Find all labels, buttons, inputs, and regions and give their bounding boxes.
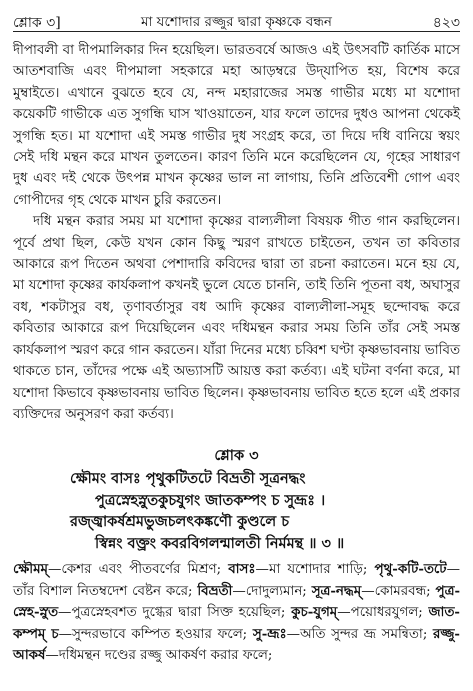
synonym-term: পুত্র-স্নেহ-স্নুত (13, 582, 461, 621)
synonym-term: সু-ভ্রূঃ (252, 625, 287, 642)
synonym-term: ক্ষৌমম্ (13, 561, 48, 577)
synonym-entry (291, 605, 428, 620)
synonym-meaning: —অতি সুন্দর ভ্রূ সমন্বিতা; (286, 626, 434, 642)
synonym-entry (197, 584, 311, 599)
word-for-word-synonyms (13, 559, 460, 667)
synonym-meaning: —দধিমন্থন দণ্ডের রজ্জু আকর্ষণ করার ফলে; (45, 648, 273, 664)
verse-text (70, 468, 445, 554)
synonym-term: পৃথু-কটি-তটে (374, 561, 447, 577)
verse-line-1: ক্ষৌমং বাসঃ পৃথুকটিতটে বিভ্রতী সূত্রনদ্ধং (70, 470, 306, 487)
verse-line-2: পুত্রস্নেহস্নুতকুচযুগং জাতকম্পং চ সুভ্রূঃ । (95, 491, 326, 509)
header-chapter-title: মা যশোদার রজ্জুর দ্বারা কৃষ্ণকে বন্ধন (140, 14, 332, 30)
synonym-entry (13, 562, 228, 577)
synonym-term: কুচ-যুগম্ (291, 604, 338, 621)
synonym-meaning: —পুত্রস্নেহবশত দুগ্ধের দ্বারা সিক্ত হয়েছিল; (58, 605, 292, 621)
synonym-meaning: —মা যশোদার শাড়ি; (255, 562, 375, 577)
synonym-meaning: —কেশর এবং পীতবর্ণের মিশ্রণ; (47, 562, 229, 577)
synonym-entry (253, 627, 433, 642)
header-divider (13, 31, 460, 32)
synonym-term: বাসঃ (228, 561, 256, 577)
purport-paragraph-1: দীপাবলী বা দীপমালিকার দিন হয়েছিল। ভারতবর্ষে আজও এই উৎসবটি কার্তিক মাসে আতশবাজি এবং দীপমালা সহকারে মহা আড়ম্বরে উদ্‌যাপিত হয়, বিশেষ করে মুম্বাইতে। এখানে বুঝতে হবে যে, নন্দ মহারাজের সমস্ত গাভীর মধ্যে মা যশোদা কয়েকটি গাভীকে এত সুগন্ধি ঘাস খাওয়াতেন, যার ফলে তাদের দুধও আপনা থেকেই সুগন্ধি হত। মা যশোদা এই সমস্ত গাভীর দুধ সংগ্রহ করে, তা দিয়ে দধি বানিয়ে স্বয়ং সেই দধি মন্থন করে মাখন তুলতেন। কারণ তিনি মনে করেছিলেন যে, গৃহের সাধারণ দুধ এবং দই থেকে উৎপন্ন মাখন কৃষ্ণের ভাল না লাগায়, তিনি প্রতিবেশী গোপ এবং গোপীদের গৃহ থেকে মাখন চুরি করতেন। (13, 43, 460, 208)
synonym-entry (312, 584, 436, 599)
synonym-meaning: —তাঁর বিশাল নিতম্বদেশ বেষ্টন করে; (13, 562, 460, 599)
header-verse-reference: শ্লোক ৩] (13, 15, 61, 31)
verse-heading: শ্লোক ৩ (214, 447, 259, 464)
synonym-term: সূত্র-নদ্ধম্ (311, 582, 362, 599)
synonym-term: জাত-কম্পম্ চ (13, 604, 460, 642)
synonym-term: বিভ্রতী (197, 582, 233, 599)
page-number: ৪২৩ (432, 15, 460, 31)
purport-text (13, 40, 460, 425)
verse-line-4: স্বিন্নং বক্ত্রং কবরবিগলন্মালতী নির্মমন্থ ॥ ৩ ॥ (95, 534, 345, 552)
purport-paragraph-2: দধি মন্থন করার সময় মা যশোদা কৃষ্ণের বাল্যলীলা বিষয়ক গীত গান করছিলেন। পূর্বে প্রথা ছিল, কেউ যখন কোন কিছু স্মরণ রাখতে চাইতেন, তখন তা কবিতার আকারে রূপ দিতেন অথবা পেশাদারি কবিদের দ্বারা তা রচনা করাতেন। মনে হয় যে, মা যশোদা কৃষ্ণের কার্যকলাপ কখনই ভুলে যেতে চাননি, তাই তিনি পূতনা বধ, অঘাসুর বধ, শকটাসুর বধ, তৃণাবর্তাসুর বধ আদি কৃষ্ণের বাল্যলীলা-সমূহ ছন্দোবদ্ধ করে কবিতার আকারে রূপ দিয়েছিলেন এবং দধিমন্থন করার সময় তিনি তাঁর সেই সমস্ত কার্যকলাপ স্মরণ করে গান করতেন। যাঁরা দিনের মধ্যে চব্বিশ ঘণ্টা কৃষ্ণভাবনায় ভাবিত থাকতে চান, তাঁদের পক্ষে এই অভ্যাসটি আয়ত্ত করা কর্তব্য। এই ঘটনা বর্ণনা করে, মা যশোদা কিভাবে কৃষ্ণভাবনায় ভাবিত ছিলেন। কৃষ্ণভাবনায় ভাবিত হতে হলে এই প্রকার ব্যক্তিদের অনুসরণ করা কর্তব্য। (13, 214, 460, 422)
synonym-meaning: —সুন্দরভাবে কম্পিত হওয়ার ফলে; (58, 626, 253, 642)
synonym-meaning: —কোমরবন্ধ; (361, 583, 436, 599)
running-header (13, 8, 460, 32)
verse-line-3: রজ্জ্বাকর্ষশ্রমভুজচলৎকঙ্কণৌ কুণ্ডলে চ (70, 513, 290, 530)
synonym-term: রজ্জু-আকর্ষ (13, 625, 460, 664)
synonym-entry (228, 562, 374, 577)
synonym-meaning: —দোদুল্যমান; (232, 583, 312, 599)
synonym-meaning: —পয়োধরযুগল; (337, 605, 429, 621)
